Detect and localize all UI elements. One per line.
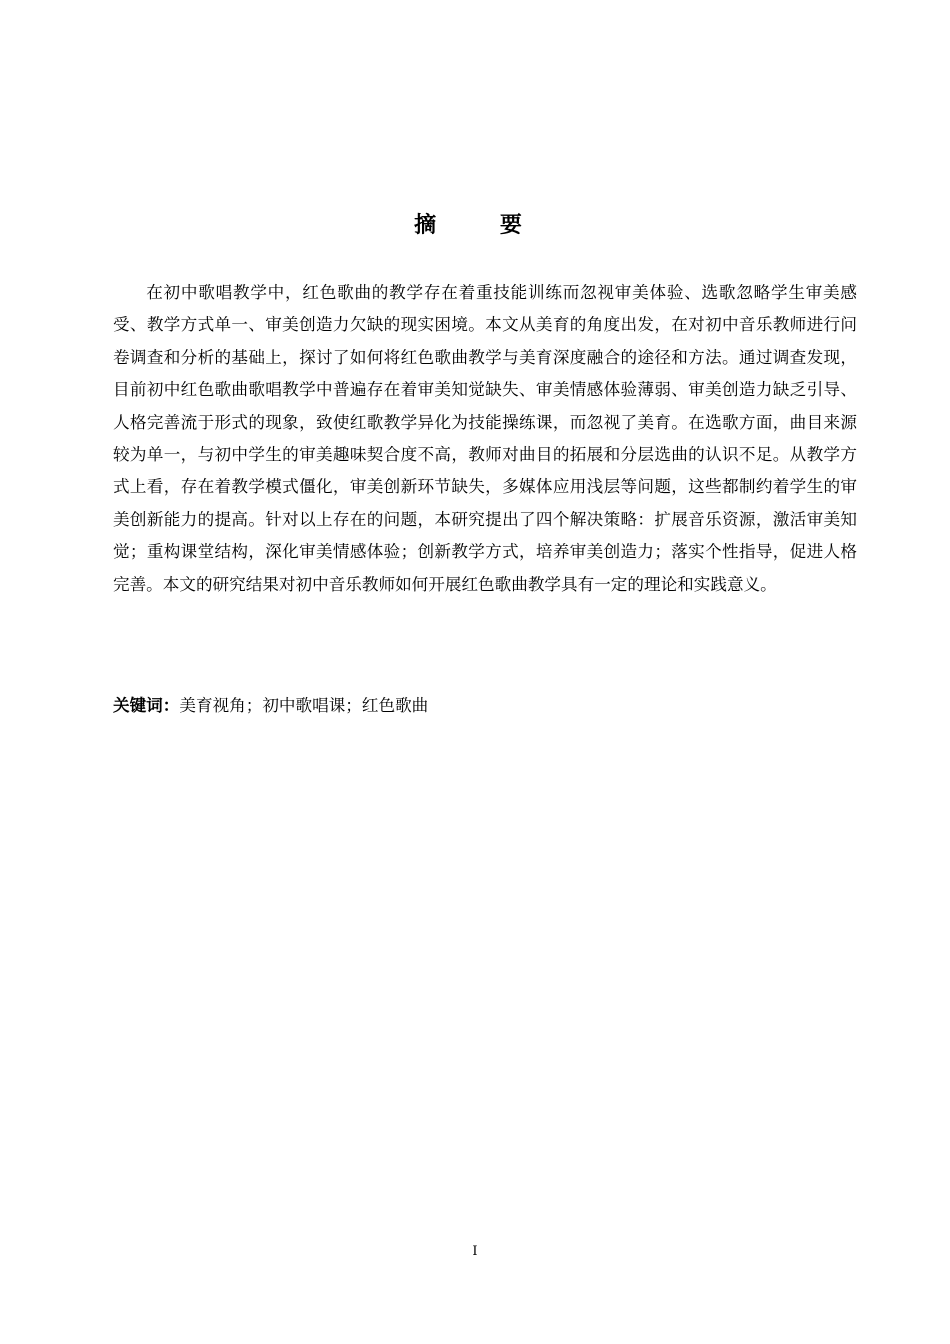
keywords-label: 关键词： <box>113 696 180 715</box>
keywords-line <box>113 690 857 722</box>
keywords-text: 美育视角；初中歌唱课；红色歌曲 <box>179 696 429 715</box>
abstract-title: 摘 要 <box>414 213 550 238</box>
abstract-body: 在初中歌唱教学中，红色歌曲的教学存在着重技能训练而忽视审美体验、选歌忽略学生审美感受、教学方式单一、审美创造力欠缺的现实困境。本文从美育的角度出发，在对初中音乐教师进行问卷调查和分析的基础上，探讨了如何将红色歌曲教学与美育深度融合的途径和方法。通过调查发现，目前初中红色歌曲歌唱教学中普遍存在着审美知觉缺失、审美情感体验薄弱、审美创造力缺乏引导、人格完善流于形式的现象，致使红歌教学异化为技能操练课，而忽视了美育。在选歌方面，曲目来源较为单一，与初中学生的审美趣味契合度不高，教师对曲目的拓展和分层选曲的认识不足。从教学方式上看，存在着教学模式僵化，审美创新环节缺失，多媒体应用浅层等问题，这些都制约着学生的审美创新能力的提高。针对以上存在的问题，本研究提出了四个解决策略：扩展音乐资源，激活审美知觉；重构课堂结构，深化审美情感体验；创新教学方式，培养审美创造力；落实个性指导，促进人格完善。本文的研究结果对初中音乐教师如何开展红色歌曲教学具有一定的理论和实践意义。 <box>113 283 857 594</box>
page-number: I <box>472 1244 478 1259</box>
